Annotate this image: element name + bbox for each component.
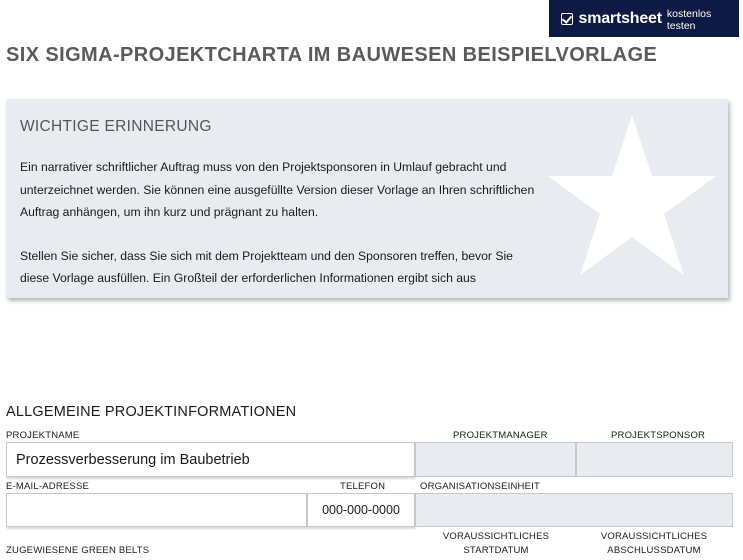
smartsheet-check-icon (561, 13, 573, 25)
reminder-paragraph-1: Ein narrativer schriftlicher Auftrag muss von den Projektsponsoren in Umlauf gebracht und unterzeichnet werden. Sie können eine ausgefüllte Version dieser Vorlage an Ihren schriftlichen Auftrag anhängen, um ihn kurz und prägnant zu halten. (20, 160, 535, 219)
phone-value: 000-000-0000 (322, 503, 400, 517)
project-sponsor-field[interactable] (576, 442, 733, 477)
label-org-unit: ORGANISATIONSEINHEIT (420, 481, 540, 492)
project-name-field[interactable] (6, 442, 415, 477)
reminder-paragraph-2: Stellen Sie sicher, dass Sie sich mit dem Projektteam und den Sponsoren treffen, bevor Sie diese Vorlage ausfüllen. Ein Großteil der erforderlichen Informationen ergibt sich aus (20, 248, 513, 285)
section-title: ALLGEMEINE PROJEKTINFORMATIONEN (6, 404, 297, 420)
reminder-box (6, 99, 728, 298)
label-green-belts: ZUGEWIESENE GREEN BELTS (6, 545, 150, 556)
email-field[interactable] (6, 493, 307, 527)
phone-field[interactable] (307, 493, 415, 527)
label-end-date (588, 530, 720, 557)
project-manager-field[interactable] (415, 442, 576, 477)
label-project-sponsor: PROJEKTSPONSOR (611, 430, 706, 441)
star-icon (548, 115, 716, 275)
label-start-date-line-1: VORAUSSICHTLICHES (442, 531, 550, 542)
label-end-date-line-2: ABSCHLUSSDATUM (607, 544, 701, 556)
page-title: SIX SIGMA-PROJEKTCHARTA IM BAUWESEN BEISPIELVORLAGE (6, 44, 658, 66)
banner-cta: kostenlos testen (666, 7, 712, 32)
label-start-date-line-2: STARTDATUM (463, 544, 529, 556)
label-end-date-line-1: VORAUSSICHTLICHES (600, 531, 708, 542)
banner-brand: smartsheet (578, 9, 662, 27)
org-unit-field[interactable] (415, 493, 733, 527)
label-project-manager: PROJEKTMANAGER (453, 430, 548, 441)
label-start-date (430, 530, 562, 557)
label-project-name: PROJEKTNAME (6, 430, 80, 441)
reminder-heading: WICHTIGE ERINNERUNG (20, 118, 212, 135)
project-name-value: Prozessverbesserung im Baubetrieb (16, 451, 250, 468)
smartsheet-banner[interactable] (549, 0, 739, 37)
label-phone: TELEFON (340, 481, 386, 492)
label-email: E-MAIL-ADRESSE (6, 481, 90, 492)
